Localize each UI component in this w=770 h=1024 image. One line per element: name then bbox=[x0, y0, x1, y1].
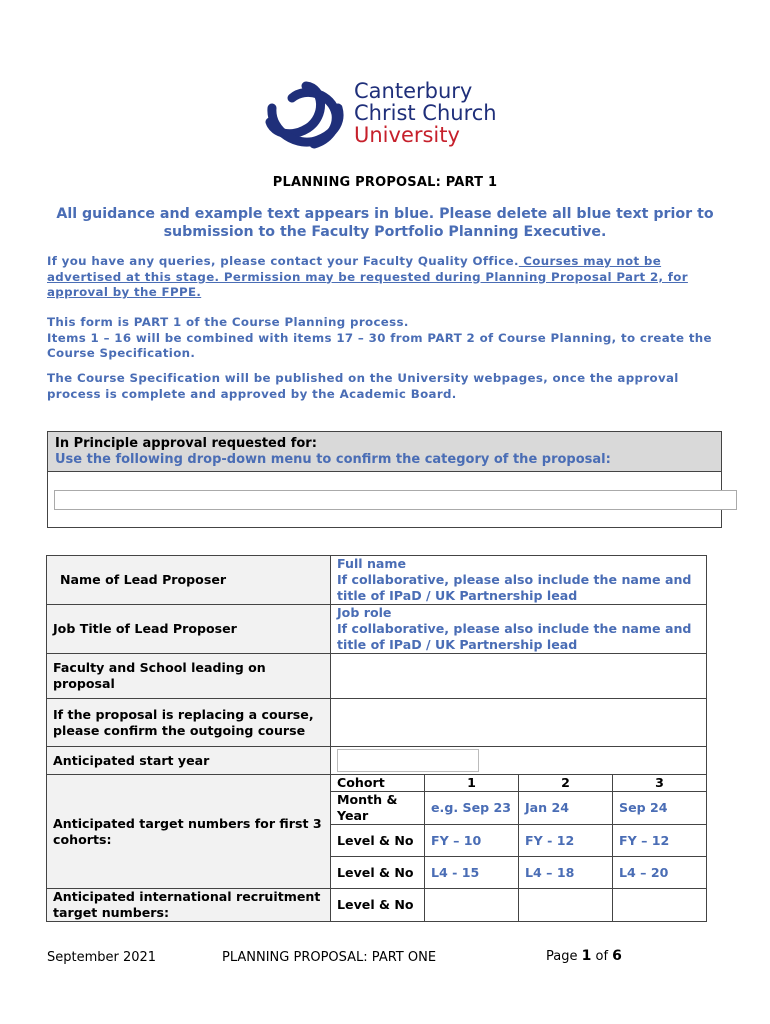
intl-cohort-2[interactable] bbox=[519, 889, 613, 922]
level-label: Level & No bbox=[331, 857, 425, 889]
cohort-2-level-b[interactable]: L4 – 18 bbox=[519, 857, 613, 889]
table-row bbox=[47, 747, 707, 775]
lead-proposer-hint-1: Full name bbox=[337, 556, 407, 571]
month-year-label: Month & Year bbox=[331, 792, 425, 825]
table-row bbox=[47, 889, 707, 922]
intl-cohort-1[interactable] bbox=[425, 889, 519, 922]
cohort-2-header: 2 bbox=[519, 775, 613, 792]
cohort-1-month[interactable]: e.g. Sep 23 bbox=[425, 792, 519, 825]
intl-target-label: Anticipated international recruitment target numbers: bbox=[47, 889, 331, 922]
logo-line-2: Christ Church bbox=[354, 101, 497, 125]
page-of: of bbox=[591, 949, 613, 964]
cohort-1-header: 1 bbox=[425, 775, 519, 792]
lead-proposer-label: Name of Lead Proposer bbox=[47, 556, 331, 605]
form-part-paragraph bbox=[47, 315, 727, 362]
cohort-3-month[interactable]: Sep 24 bbox=[613, 792, 707, 825]
form-part-line-2: Items 1 – 16 will be combined with items 17 – 30 from PART 2 of Course Planning, to create the Course Specification. bbox=[47, 330, 712, 360]
table-row bbox=[47, 556, 707, 605]
start-year-input[interactable] bbox=[337, 749, 479, 772]
lead-proposer-hint-2: If collaborative, please also include the name and title of IPaD / UK Partnership lead bbox=[337, 572, 692, 603]
job-title-hint-1: Job role bbox=[337, 605, 392, 620]
footer-date: September 2021 bbox=[47, 950, 157, 965]
cohort-3-level-b[interactable]: L4 – 20 bbox=[613, 857, 707, 889]
footer-page-number bbox=[546, 948, 622, 964]
proposal-details-table bbox=[46, 555, 707, 922]
faculty-field[interactable] bbox=[331, 654, 707, 699]
guidance-note: All guidance and example text appears in blue. Please delete all blue text prior to submission to the Faculty Portfolio Planning Executive. bbox=[56, 206, 714, 240]
logo-wordmark bbox=[354, 80, 497, 146]
proposal-category-dropdown[interactable] bbox=[54, 490, 737, 510]
level-label: Level & No bbox=[331, 825, 425, 857]
logo-line-1: Canterbury bbox=[354, 79, 473, 103]
document-title: PLANNING PROPOSAL: PART 1 bbox=[272, 175, 498, 190]
job-title-hint-2: If collaborative, please also include the name and title of IPaD / UK Partnership lead bbox=[337, 621, 692, 652]
intl-level-label: Level & No bbox=[331, 889, 425, 922]
approval-header bbox=[48, 432, 721, 472]
start-year-label: Anticipated start year bbox=[47, 747, 331, 775]
cohort-3-level-a[interactable]: FY – 12 bbox=[613, 825, 707, 857]
page-total: 6 bbox=[612, 948, 622, 964]
queries-text: If you have any queries, please contact your Faculty Quality Office. bbox=[47, 254, 519, 268]
page-prefix: Page bbox=[546, 949, 582, 964]
replacing-course-label: If the proposal is replacing a course, please confirm the outgoing course bbox=[47, 699, 331, 747]
intl-cohort-3[interactable] bbox=[613, 889, 707, 922]
publication-paragraph: The Course Specification will be published on the University webpages, once the approval process is complete and approved by the Academic Board. bbox=[47, 371, 679, 401]
approval-section bbox=[47, 431, 722, 528]
table-row bbox=[47, 605, 707, 654]
approval-instruction: Use the following drop-down menu to confirm the category of the proposal: bbox=[55, 452, 611, 467]
cohort-1-level-a[interactable]: FY – 10 bbox=[425, 825, 519, 857]
replacing-course-field[interactable] bbox=[331, 699, 707, 747]
logo-line-3: University bbox=[354, 123, 460, 147]
logo-mark-icon bbox=[262, 78, 350, 156]
cohort-3-header: 3 bbox=[613, 775, 707, 792]
cohort-1-level-b[interactable]: L4 - 15 bbox=[425, 857, 519, 889]
job-title-field[interactable] bbox=[331, 605, 707, 654]
cohort-label: Cohort bbox=[331, 775, 425, 792]
cohort-2-level-a[interactable]: FY - 12 bbox=[519, 825, 613, 857]
advertising-warning: Courses may not be advertised at this stage. Permission may be requested during Planning Proposal Part 2, for approval by the FPPE. bbox=[47, 254, 688, 299]
approval-heading: In Principle approval requested for: bbox=[55, 436, 317, 451]
faculty-label: Faculty and School leading on proposal bbox=[47, 654, 331, 699]
form-part-line-1: This form is PART 1 of the Course Planning process. bbox=[47, 315, 409, 329]
target-numbers-label: Anticipated target numbers for first 3 cohorts: bbox=[47, 775, 331, 889]
queries-paragraph bbox=[47, 254, 727, 301]
footer-title: PLANNING PROPOSAL: PART ONE bbox=[222, 950, 437, 965]
university-logo bbox=[262, 78, 512, 156]
table-row bbox=[47, 775, 707, 792]
table-row bbox=[47, 654, 707, 699]
lead-proposer-field[interactable] bbox=[331, 556, 707, 605]
page-current: 1 bbox=[581, 948, 592, 964]
table-row bbox=[47, 699, 707, 747]
cohort-2-month[interactable]: Jan 24 bbox=[519, 792, 613, 825]
start-year-cell bbox=[331, 747, 707, 775]
job-title-label: Job Title of Lead Proposer bbox=[47, 605, 331, 654]
